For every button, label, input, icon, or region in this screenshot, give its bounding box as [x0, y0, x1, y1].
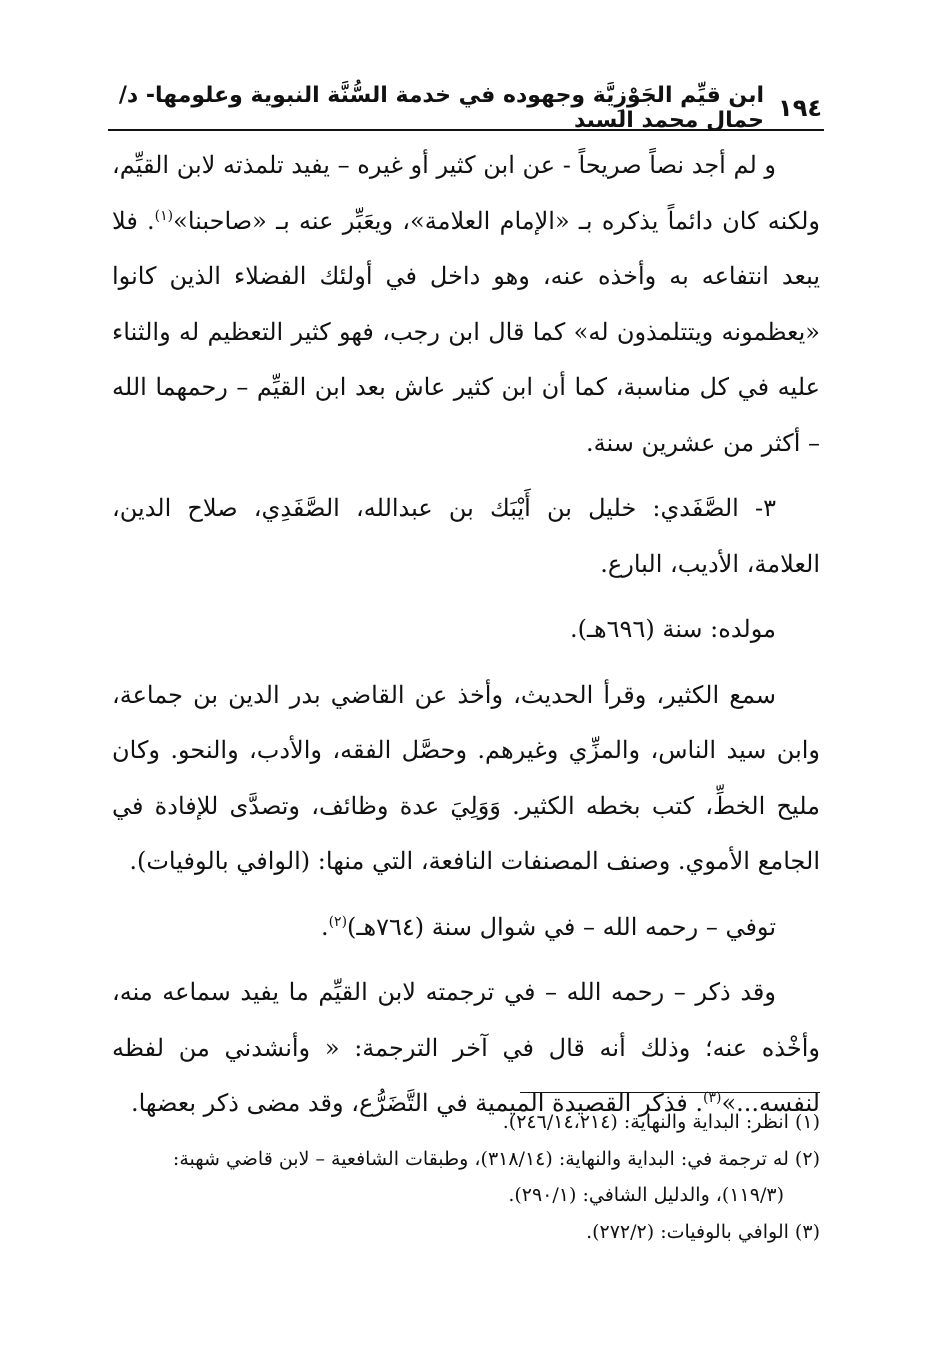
running-header — [110, 83, 822, 133]
period: . — [320, 912, 329, 941]
paragraph-death — [112, 900, 820, 956]
paragraph-text: و لم أجد نصاً صريحاً - عن ابن كثير أو غيره – يفيد تلمذته لابن القيِّم، ولكنه كان دائماً يذكره بـ «الإمام العلامة»، ويعَبِّر عنه بـ «صاحبنا» — [112, 151, 820, 235]
footnote-marker-3: (٣) — [702, 1090, 722, 1106]
paragraph-ibn-kathir — [112, 138, 820, 471]
paragraph-safadi-heading: ٣- الصَّفَدي: خليل بن أَيْبَك بن عبدالله، الصَّفَدِي، صلاح الدين، العلامة، الأديب، البارع. — [112, 494, 820, 578]
paragraph-text: . فذكر القصيدة الميمية في التَّضَرُّع، وقد مضى ذكر بعضها. — [130, 1089, 703, 1117]
footnote-1: (١) انظر: البداية والنهاية: (٢٤٦/١٤،٢١٤). — [502, 1111, 820, 1133]
footnotes — [112, 1104, 820, 1250]
paragraph-text: توفي – رحمه الله – في شوال سنة (٧٦٤هـ) — [347, 912, 776, 941]
main-text — [112, 138, 820, 1132]
footnote-2-continuation: (١١٩/٣)، والدليل الشافي: (٢٩٠/١). — [508, 1184, 784, 1206]
footnote-rule — [520, 1092, 820, 1093]
page-number: ١٩٤ — [778, 94, 822, 122]
paragraph-text: . فلا يبعد انتفاعه به وأخذه عنه، وهو داخل في أولئك الفضلاء الذين كانوا «يعظمونه ويتتلمذون له» كما قال ابن رجب، فهو كثير التعظيم له والثناء عليه في كل مناسبة، كما أن ابن كثير عاش بعد ابن القيِّم – رحمهما الله – أكثر من عشرين سنة. — [112, 206, 820, 457]
footnote-marker-1: (١) — [154, 207, 174, 224]
header-rule — [108, 129, 824, 131]
footnote-3: (٣) الوافي بالوفيات: (٢٧٢/٢). — [586, 1220, 820, 1243]
paragraph-studies: سمع الكثير، وقرأ الحديث، وأخذ عن القاضي بدر الدين بن جماعة، وابن سيد الناس، والمزِّي وغيرهم. وحصَّل الفقه، والأدب، والنحو. وكان مليح الخطِّ، كتب بخطه الكثير. وَوَلِيَ عدة وظائف، وتصدَّى للإفادة في الجامع الأموي. وصنف المصنفات النافعة، التي منها: (الوافي بالوفيات). — [112, 680, 820, 875]
footnote-marker-2: (٢) — [328, 913, 348, 930]
paragraph-text: وقد ذكر – رحمه الله – في ترجمته لابن القيِّم ما يفيد سماعه منه، وأخْذه عنه؛ وذلك أنه قال في آخر الترجمة: « وأنشدني من لفظه لنفسه...» — [112, 978, 820, 1117]
running-title: ابن قيِّم الجَوْزِيَّة وجهوده في خدمة السُّنَّة النبوية وعلومها- د/جمال محمد السيد — [118, 83, 765, 133]
paragraph-birth: مولده: سنة (٦٩٦هـ). — [569, 615, 776, 643]
footnote-2: (٢) له ترجمة في: البداية والنهاية: (٣١٨/١٤)، وطبقات الشافعية – لابن قاضي شهبة: — [172, 1147, 820, 1170]
